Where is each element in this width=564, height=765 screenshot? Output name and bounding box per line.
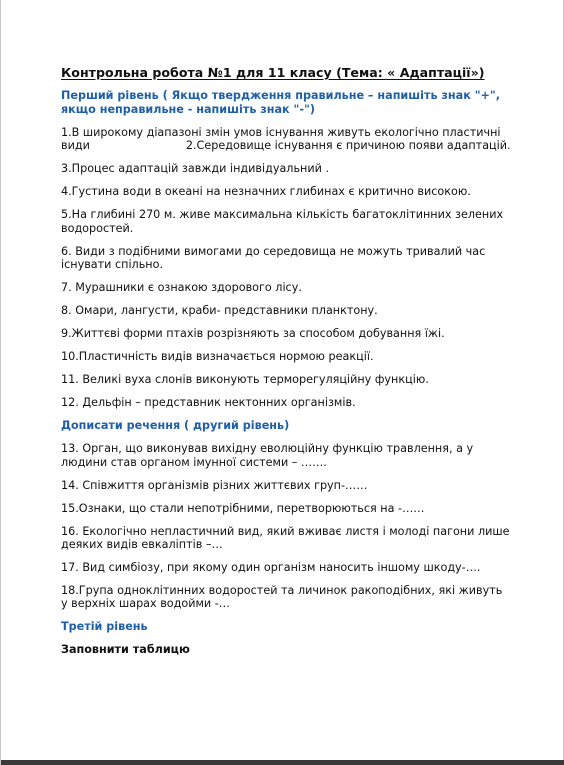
section-heading-level-2: Дописати речення ( другий рівень) [61, 419, 290, 433]
section-heading-level-1: Перший рівень ( Якщо твердження правильне – напишіть знак "+", якщо неправильне - напишіть знак "-") [61, 89, 500, 116]
question-item: 10.Пластичність видів визначається нормою реакції. [61, 350, 374, 364]
page-bottom-border [1, 760, 564, 765]
question-item [61, 126, 511, 153]
question-item: 18.Група одноклітинних водоростей та личинок ракоподібних, які живуть у верхніх шарах водойми -… [61, 584, 503, 611]
question-text: 1.В широкому діапазоні змін умов існування живуть екологічно пластичні види [61, 126, 501, 153]
question-item: 9.Життєві форми птахів розрізняють за способом добування їжі. [61, 327, 445, 341]
question-item: 5.На глибині 270 м. живе максимальна кількість багатоклітинних зелених водоростей. [61, 208, 504, 235]
question-text: 2.Середовище існування є причиною появи адаптацій. [185, 139, 511, 153]
question-item: 13. Орган, що виконував вихідну еволюційну функцію травлення, а у людини став органом імунної системи – ……. [61, 442, 474, 469]
question-item: 15.Ознаки, що стали непотрібними, перетворюються на -…… [61, 501, 425, 515]
question-item: 12. Дельфін – представник нектонних організмів. [61, 396, 356, 410]
question-item: 17. Вид симбіозу, при якому один організм наносить іншому шкоду-…. [61, 561, 481, 575]
question-item: 14. Співжиття організмів різних життєвих груп-…… [61, 478, 368, 492]
section-heading-level-3: Третій рівень [61, 620, 148, 634]
question-item: 7. Мурашники є ознакою здорового лісу. [61, 281, 302, 295]
question-item: 11. Великі вуха слонів виконують терморегуляційну функцію. [61, 373, 429, 387]
question-item: 3.Процес адаптацій завжди індивідуальний . [61, 162, 330, 176]
table-instruction: Заповнити таблицю [61, 643, 190, 657]
document-content [61, 66, 511, 657]
question-item: 16. Екологічно непластичний вид, який вживає листя і молоді пагони лише деяких видів евкаліптів –… [61, 524, 510, 552]
question-item: 6. Види з подібними вимогами до середовища не можуть тривалий час існувати спільно. [61, 244, 486, 272]
question-item: 4.Густина води в океані на незначних глибинах є критично високою. [61, 185, 471, 199]
question-item: 8. Омари, лангусти, краби- представники планктону. [61, 304, 378, 318]
page-title: Контрольна робота №1 для 11 класу (Тема: « Адаптації») [61, 65, 485, 80]
